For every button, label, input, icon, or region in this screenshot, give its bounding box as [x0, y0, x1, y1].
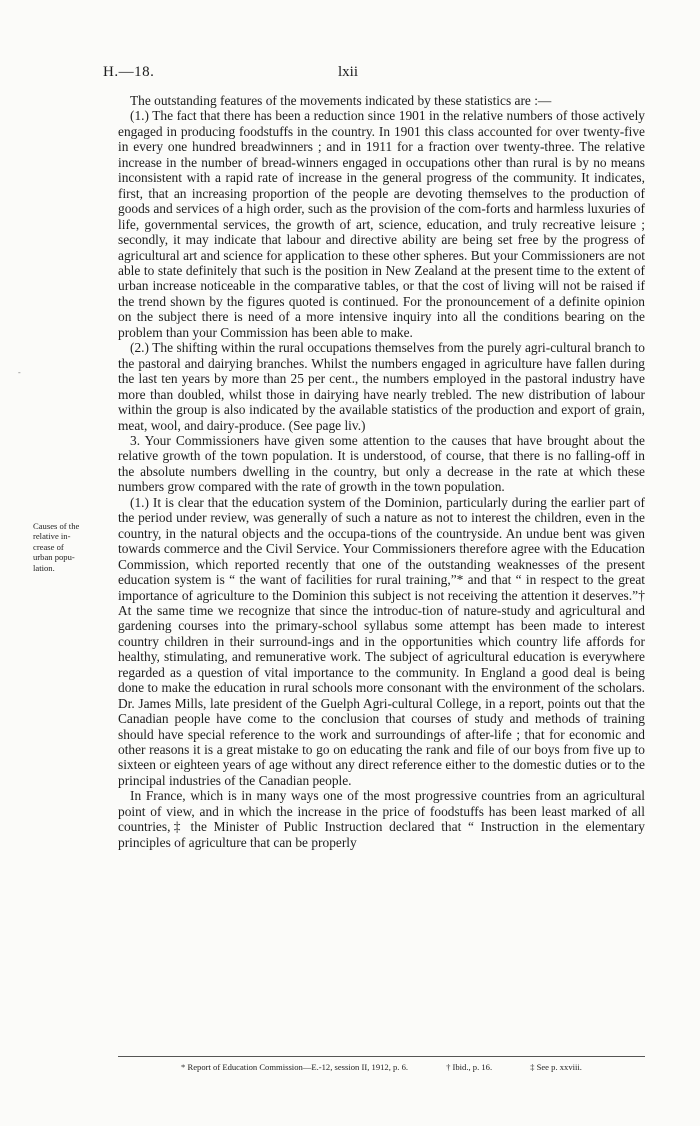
paragraph-point-2: (2.) The shifting within the rural occupations themselves from the purely agri-cultural branch to the pastoral and dairying branches. Whilst the numbers engaged in agriculture have fallen during the last ten years by more than 25 per cent., the numbers employed in the pastoral industry have more than doubled, whilst those in dairying have nearly trebled. The new distribution of labour within the group is also indicated by the available statistics of the production and export of grain, meat, wool, and dairy-produce. (See page liv.): [118, 340, 645, 433]
paragraph-france: In France, which is in many ways one of the most progressive countries from an agricultural point of view, and in which the increase in the price of foodstuffs has been least marked of all countries,‡ the Minister of Public Instruction declared that “ Instruction in the elementary principles of agriculture that can be properly: [118, 788, 645, 850]
footnote-divider: [118, 1056, 645, 1057]
margin-note: [33, 521, 89, 573]
margin-note-line: lation.: [33, 562, 55, 573]
paragraph-education: (1.) It is clear that the education system of the Dominion, particularly during the earlier part of the period under review, was generally of such a nature as not to interest the children, even in the country, in the natural objects and the occupa-tions of the countryside. An undue bent was given towards commerce and the Civil Service. Your Commissioners therefore agree with the Education Commission, which reported recently that one of the outstanding weaknesses of the present education system is “ the want of facilities for rural training,”* and that “ in respect to the great importance of agriculture to the Dominion this subject is not receiving the attention it deserves.”† At the same time we recognize that since the introduc-tion of nature-study and agricultural and gardening courses into the primary-school syllabus some attempt has been made to interest country children in their surround-ings and in the opportunities which country life affords for healthy, stimulating, and remunerative work. The subject of agricultural education is everywhere regarded as a question of vital importance to the community. In England a good deal is being done to make the education in rural schools more consonant with the environment of the scholars. Dr. James Mills, late president of the Guelph Agri-cultural College, in a report, points out that the Canadian people have come to the conclusion that courses of study and methods of training should have special reference to the work and surroundings of after-life ; that for economic and other reasons it is a great mistake to go on educating the rank and file of our boys from five up to sixteen or eighteen years of age without any direct reference either to the domestic duties or to the principal industries of the Canadian people.: [118, 494, 645, 788]
margin-note-line: urban popu-: [33, 552, 75, 563]
footnote-1: * Report of Education Commission—E.-12, session II, 1912, p. 6.: [181, 1062, 409, 1072]
paragraph-intro: The outstanding features of the movements indicated by these statistics are :—: [130, 93, 552, 108]
margin-note-line: relative in-: [33, 531, 71, 542]
margin-mark: -: [18, 368, 21, 377]
paragraph-section-3: 3. Your Commissioners have given some attention to the causes that have brought about the relative growth of the town population. It is understood, of course, that there is no falling-off in the absolute numbers dwelling in the country, but only a decrease in the rate at which these numbers grow compared with the rate of growth in the town population.: [118, 432, 645, 495]
footnote-3: ‡ See p. xxviii.: [530, 1062, 582, 1072]
document-code: H.—18.: [103, 64, 155, 80]
body-text: [118, 93, 645, 850]
margin-note-line: Causes of the: [33, 521, 80, 531]
paragraph-point-1: (1.) The fact that there has been a reduction since 1901 in the relative numbers of those actively engaged in producing foodstuffs in the country. In 1901 this class accounted for over twenty-five in every one hundred breadwinners ; and in 1911 for a fraction over twenty-three. The relative increase in the number of bread-winners engaged in occupations other than rural is by no means inconsistent with a rapid rate of increase in the general progress of the community. It indicates, first, that an increasing proportion of the people are devoting themselves to the production of goods and services of a high order, such as the provision of the com-forts and harmless luxuries of life, governmental services, the growth of art, science, education, and truly recreative leisure ; secondly, it may indicate that labour and directive ability are being set free by the progress of agricultural art and science for application to these other spheres. But your Commissioners are not able to state definitely that such is the position in New Zealand at the present time to the extent of urban increase noticeable in the comparative tables, or that the cost of living will not be raised if the trend shown by the figures quoted is continued. For the pronouncement of a definite opinion on the subject there is need of a more intensive inquiry into all the conditions bearing on the problem than your Commission has been able to make.: [118, 108, 645, 340]
footnotes: [118, 1062, 645, 1072]
footnote-2: † Ibid., p. 16.: [446, 1062, 493, 1072]
page-number: lxii: [338, 64, 359, 80]
margin-note-line: crease of: [33, 541, 64, 552]
